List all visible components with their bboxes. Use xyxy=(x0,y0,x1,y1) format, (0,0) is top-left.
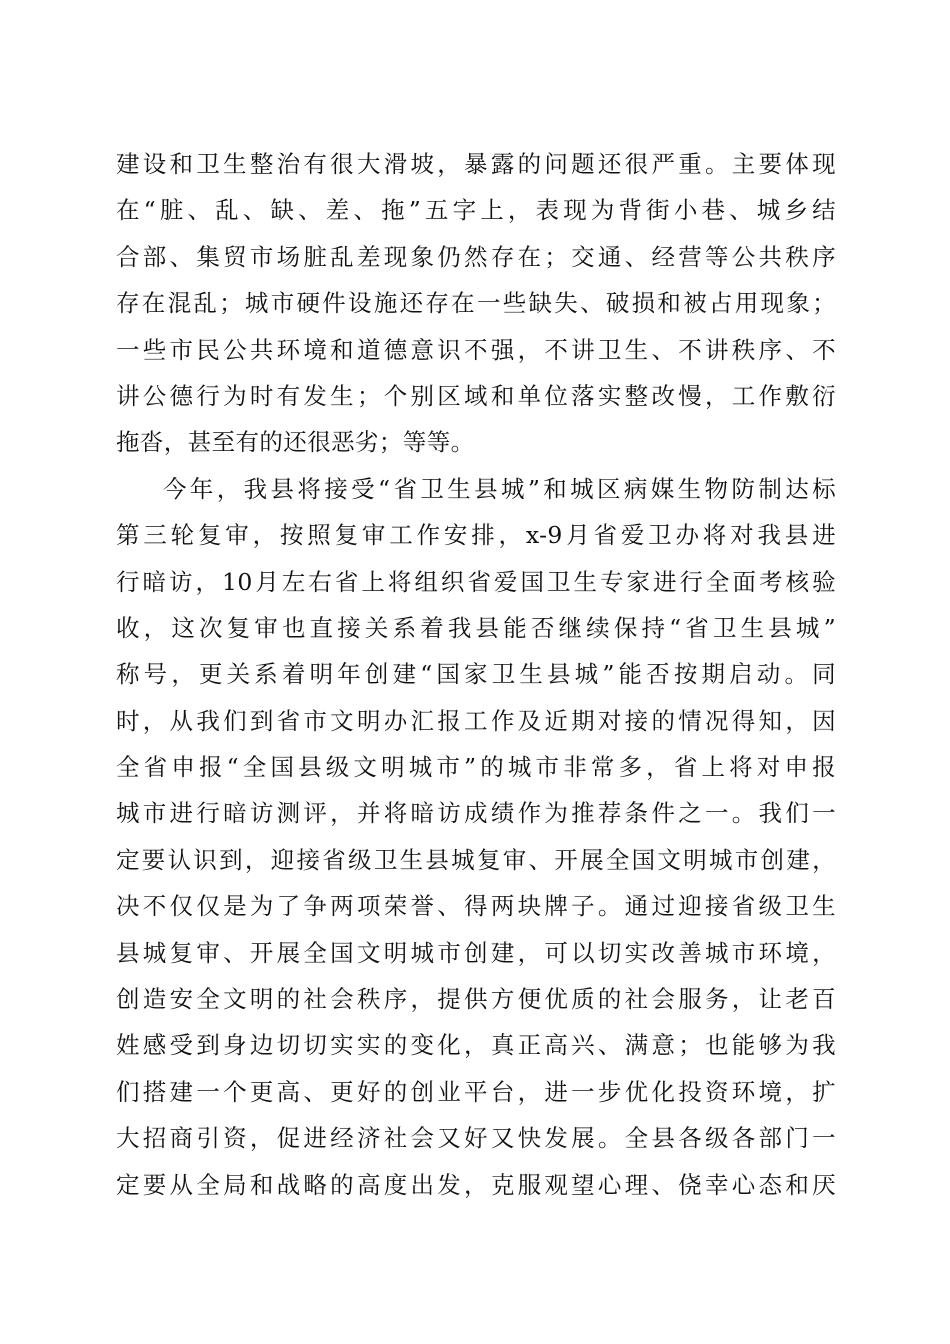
text-line: 存在混乱；城市硬件设施还存在一些缺失、破损和被占用现象； xyxy=(116,289,836,318)
text-line: 拖沓，甚至有的还很恶劣；等等。 xyxy=(116,428,475,457)
paragraph-1 xyxy=(116,141,836,466)
text-line: 全省申报“全国县级文明城市”的城市非常多，省上将对申报 xyxy=(116,753,836,782)
text-line: 一些市民公共环境和道德意识不强，不讲卫生、不讲秩序、不 xyxy=(116,335,836,364)
text-line: 建设和卫生整治有很大滑坡，暴露的问题还很严重。主要体现 xyxy=(116,150,836,178)
text-line: 城市进行暗访测评，并将暗访成绩作为推荐条件之一。我们一 xyxy=(116,799,836,828)
text-line: 们搭建一个更高、更好的创业平台，进一步优化投资环境，扩 xyxy=(116,1077,836,1106)
text-line: 今年，我县将接受“省卫生县城”和城区病媒生物防制达标 xyxy=(163,474,836,503)
text-line: 第三轮复审，按照复审工作安排，x-9月省爱卫办将对我县进 xyxy=(116,521,836,550)
text-line: 讲公德行为时有发生；个别区域和单位落实整改慢，工作敷衍 xyxy=(116,381,836,410)
text-line: 在“脏、乱、缺、差、拖”五字上，表现为背街小巷、城乡结 xyxy=(116,196,836,225)
text-line: 行暗访，10月左右省上将组织省爱国卫生专家进行全面考核验 xyxy=(116,567,836,596)
text-line: 创造安全文明的社会秩序，提供方便优质的社会服务，让老百 xyxy=(116,985,836,1014)
text-line: 县城复审、开展全国文明城市创建，可以切实改善城市环境， xyxy=(116,938,836,967)
text-line: 大招商引资，促进经济社会又好又快发展。全县各级各部门一 xyxy=(116,1124,836,1153)
text-line: 收，这次复审也直接关系着我县能否继续保持“省卫生县城” xyxy=(116,613,836,642)
text-line: 姓感受到身边切切实实的变化，真正高兴、满意；也能够为我 xyxy=(116,1031,836,1060)
text-line: 合部、集贸市场脏乱差现象仍然存在；交通、经营等公共秩序 xyxy=(116,242,836,271)
text-line: 时，从我们到省市文明办汇报工作及近期对接的情况得知，因 xyxy=(116,706,836,735)
text-line: 定要从全局和战略的高度出发，克服观望心理、侥幸心态和厌 xyxy=(116,1170,836,1199)
text-line: 称号，更关系着明年创建“国家卫生县城”能否按期启动。同 xyxy=(116,660,836,689)
text-line: 决不仅仅是为了争两项荣誉、得两块牌子。通过迎接省级卫生 xyxy=(116,892,836,921)
paragraph-2 xyxy=(116,466,836,1208)
body-text xyxy=(116,141,836,1208)
text-line: 定要认识到，迎接省级卫生县城复审、开展全国文明城市创建， xyxy=(116,845,836,874)
